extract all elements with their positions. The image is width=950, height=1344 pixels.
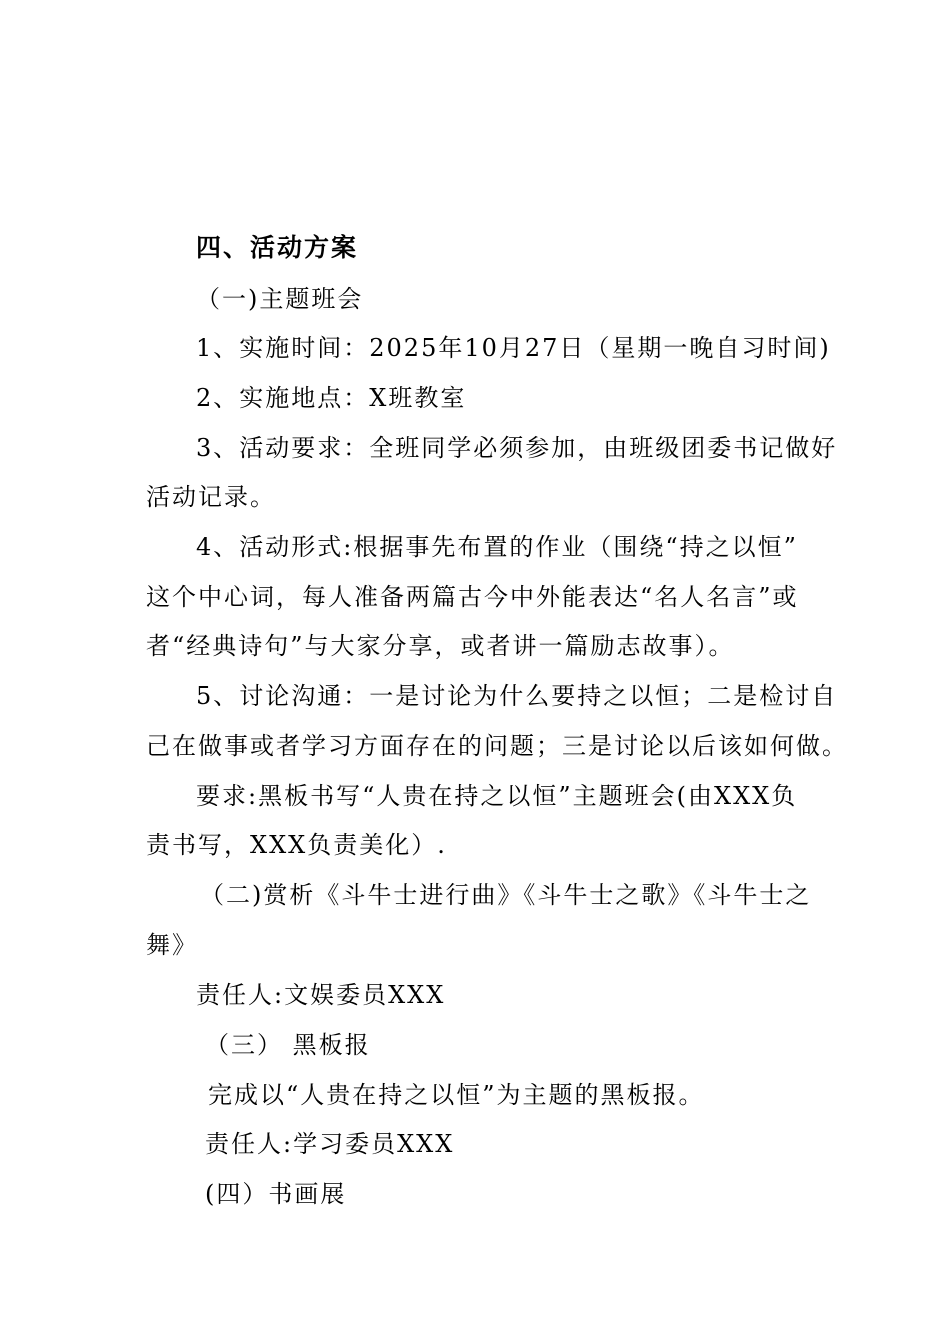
paragraph-item-requirements-cont: 活动记录。: [146, 483, 276, 511]
paragraph-item-discussion-cont: 己在做事或者学习方面存在的问题；三是讨论以后该如何做。: [146, 732, 848, 760]
paragraph-owner-study: 责任人:学习委员XXX: [205, 1130, 455, 1158]
paragraph-requirement-cont: 责书写，XXX负责美化）.: [146, 831, 447, 859]
paragraph-item-discussion: 5、讨论沟通：一是讨论为什么要持之以恒；二是检讨自: [196, 682, 838, 710]
paragraph-owner-entertainment: 责任人:文娱委员XXX: [196, 981, 446, 1009]
paragraph-item-format-cont-2: 者“经典诗句”与大家分享，或者讲一篇励志故事）。: [146, 632, 735, 660]
paragraph-item-format: 4、活动形式:根据事先布置的作业（围绕“持之以恒”: [196, 533, 798, 561]
subsection-title-music: （二)赏析《斗牛士进行曲》《斗牛士之歌》《斗牛士之: [200, 881, 812, 909]
paragraph-blackboard-body: 完成以“人贵在持之以恒”为主题的黑板报。: [208, 1081, 705, 1109]
paragraph-item-location: 2、实施地点：X班教室: [196, 384, 467, 412]
paragraph-requirement: 要求:黑板书写“人贵在持之以恒”主题班会(由XXX负: [196, 782, 798, 810]
subsection-title-class-meeting: （一)主题班会: [196, 285, 364, 313]
subsection-title-blackboard: （三） 黑板报: [205, 1031, 371, 1059]
paragraph-item-requirements: 3、活动要求：全班同学必须参加，由班级团委书记做好: [196, 434, 838, 462]
paragraph-item-time: 1、实施时间：2025年10月27日（星期一晚自习时间): [196, 334, 831, 362]
section-heading: 四、活动方案: [196, 233, 359, 262]
subsection-title-exhibition: (四）书画展: [205, 1180, 347, 1208]
paragraph-item-format-cont-1: 这个中心词，每人准备两篇古今中外能表达“名人名言”或: [146, 583, 799, 611]
subsection-title-music-cont: 舞》: [146, 931, 198, 959]
